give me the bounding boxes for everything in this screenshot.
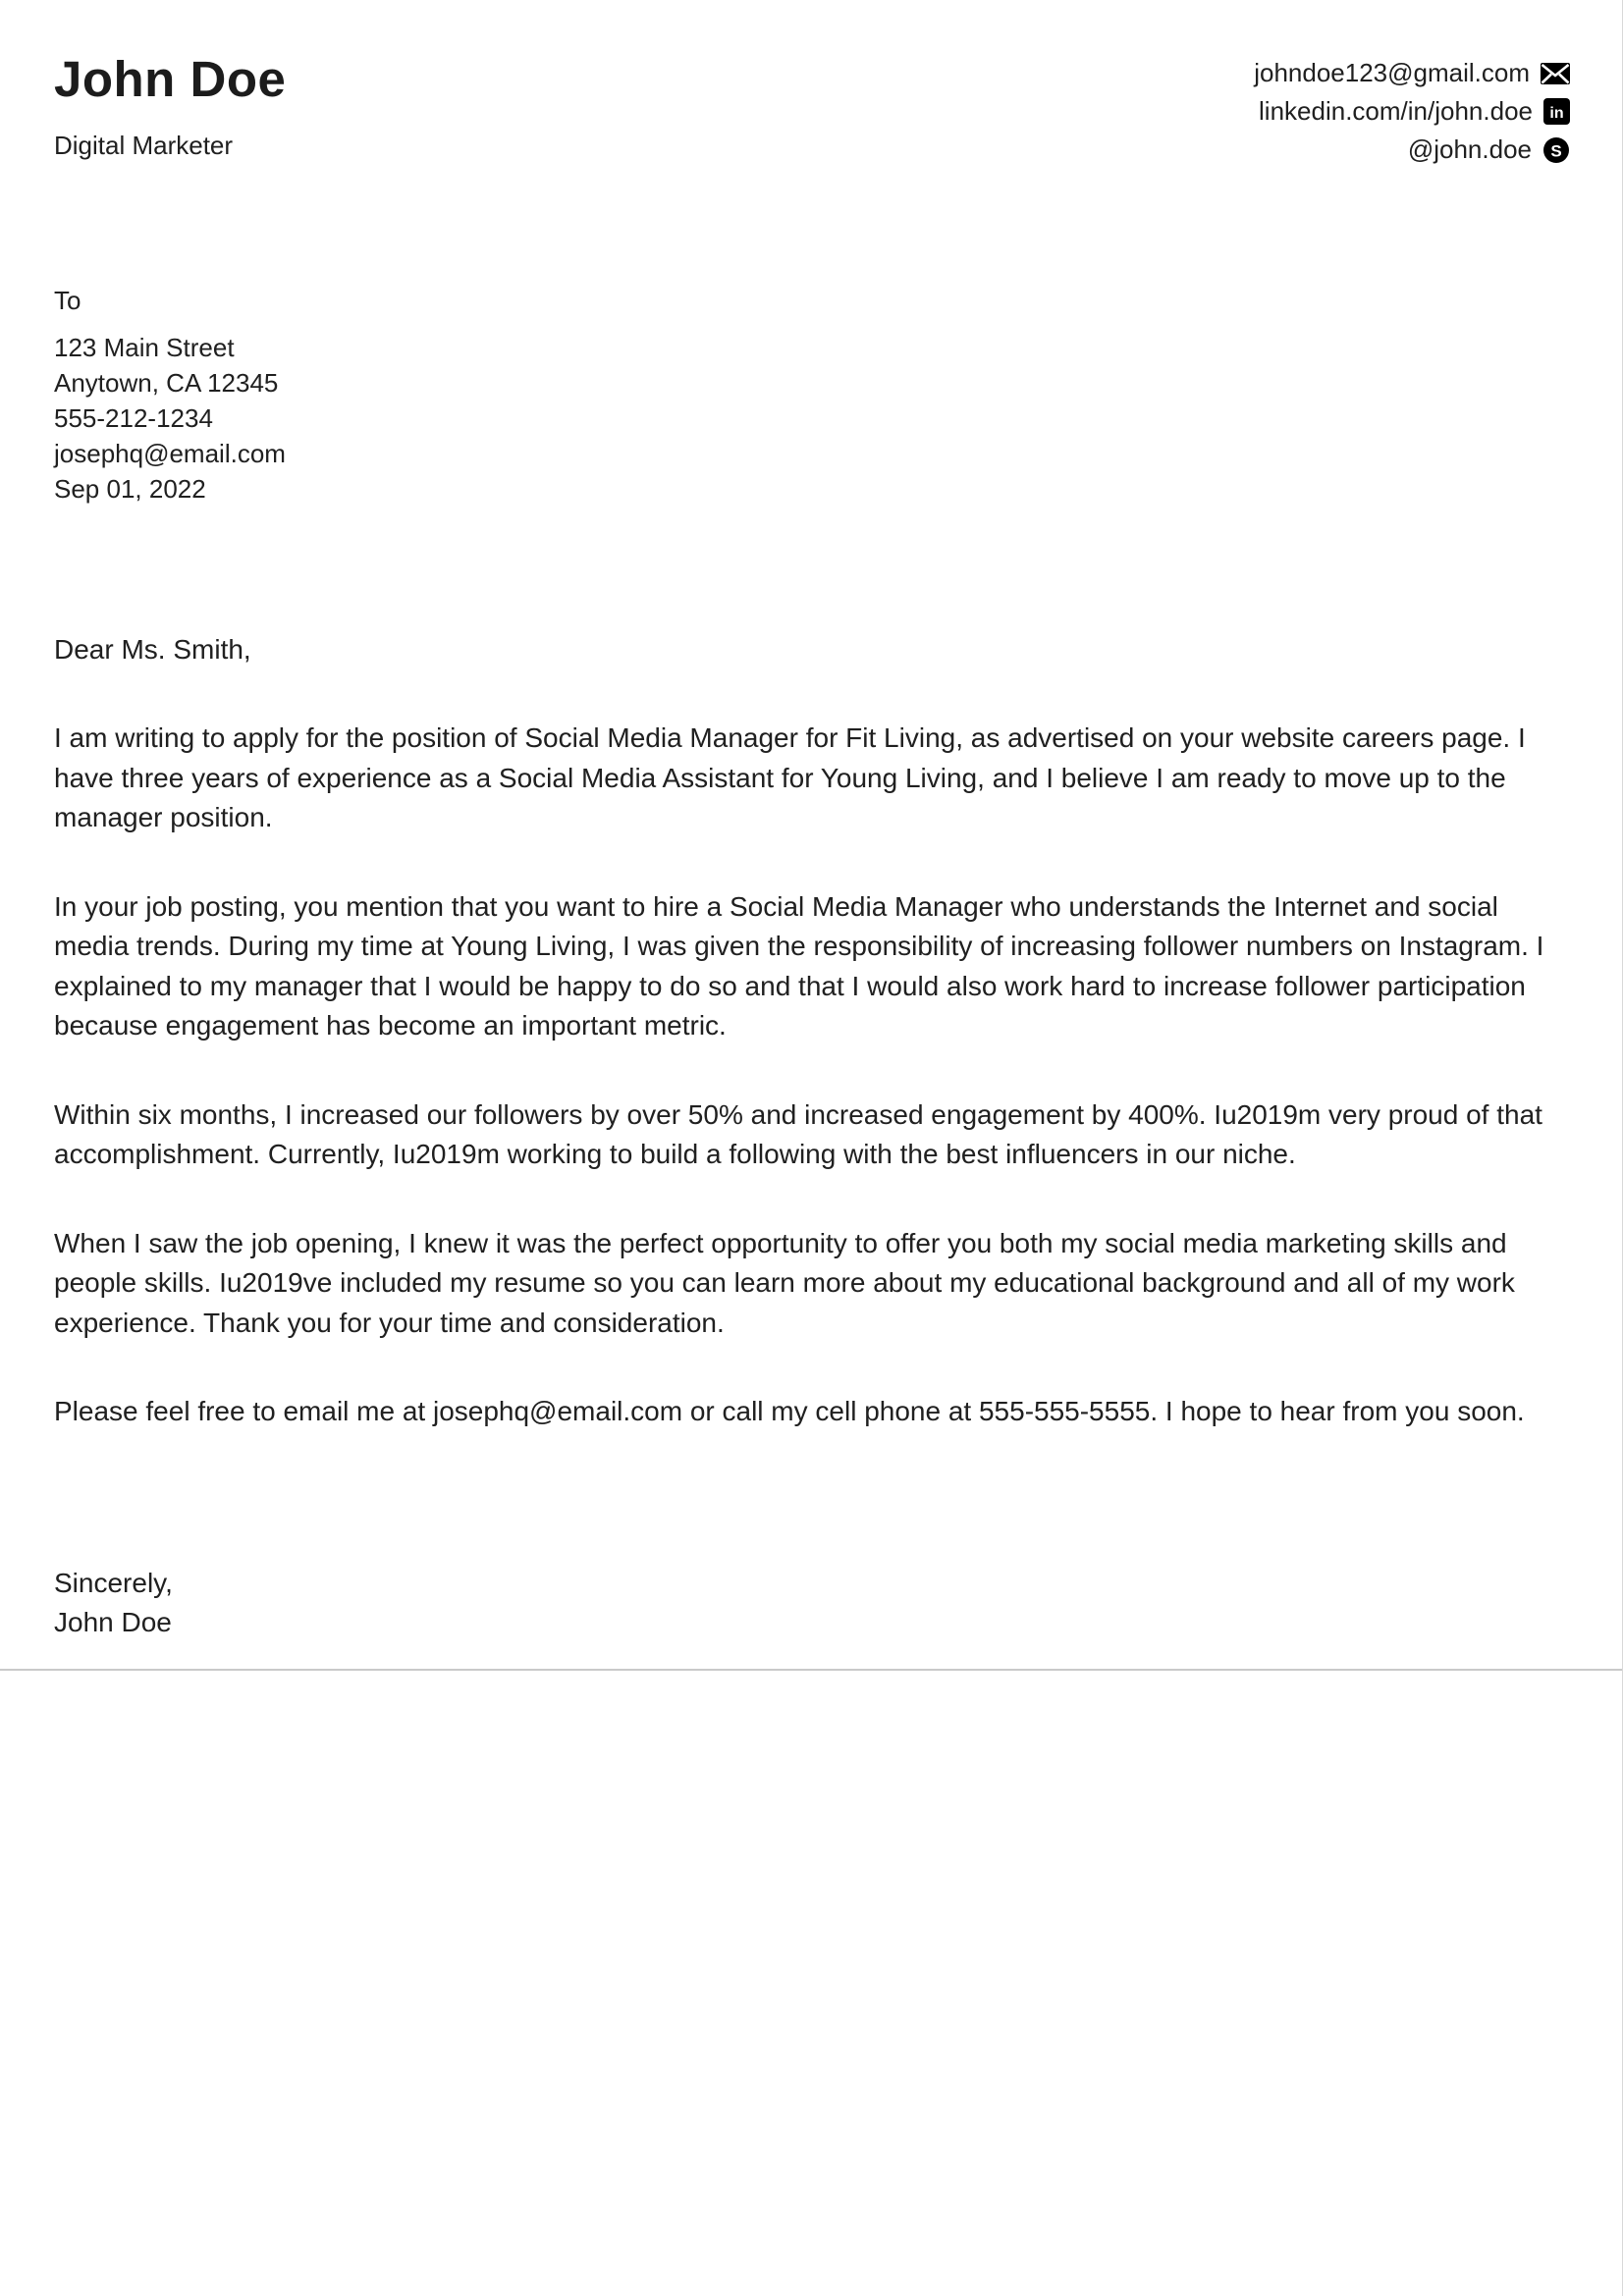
signature-name: John Doe [54, 1606, 172, 1637]
address-line-city: Anytown, CA 12345 [54, 368, 279, 398]
letter-paragraph-5: Please feel free to email me at josephq@email.com or call my cell phone at 555-555-5555. I hope to hear from you soon. [54, 1396, 1525, 1426]
contact-email-row [1254, 54, 1570, 92]
closing-phrase: Sincerely, [54, 1567, 173, 1598]
address-line-email: josephq@email.com [54, 439, 286, 468]
salutation: Dear Ms. Smith, [54, 634, 251, 665]
address-line-date: Sep 01, 2022 [54, 474, 206, 504]
svg-text:S: S [1550, 141, 1562, 160]
letter-paragraph-2: In your job posting, you mention that you want to hire a Social Media Manager who understands the Internet and social media trends. During my time at Young Living, I was given the responsibility of increasing follower numbers on Instagram. I explained to my manager that I would be happy to do so and that I would also work hard to increase follower participation because engagement has become an important metric. [54, 890, 1544, 1041]
header-identity [54, 51, 287, 160]
contact-skype-text: @john.doe [1407, 134, 1532, 164]
contact-info [1254, 54, 1570, 169]
letter-body [54, 630, 1570, 1642]
contact-email-text: johndoe123@gmail.com [1254, 58, 1530, 87]
letter-paragraph-4: When I saw the job opening, I knew it was the perfect opportunity to offer you both my social media marketing skills and people skills. Iu2019ve included my resume so you can learn more about my educational background and all of my work experience. Thank you for your time and consideration. [54, 1227, 1515, 1338]
letter-paragraph-1: I am writing to apply for the position of Social Media Manager for Fit Living, as advertised on your website careers page. I have three years of experience as a Social Media Assistant for Young Living, and I believe I am ready to move up to the manager position. [54, 722, 1526, 832]
linkedin-icon [1543, 98, 1570, 125]
address-line-phone: 555-212-1234 [54, 403, 213, 433]
contact-linkedin-row [1254, 92, 1570, 131]
letter-header [54, 51, 1570, 169]
contact-linkedin-text: linkedin.com/in/john.doe [1259, 96, 1533, 126]
closing-block [54, 1564, 1570, 1642]
address-line-street: 123 Main Street [54, 333, 235, 362]
cover-letter-page-2 [0, 1671, 1622, 2294]
recipient-label: To [54, 286, 81, 315]
recipient-block [54, 285, 1570, 507]
job-title: Digital Marketer [54, 131, 234, 160]
name-heading: John Doe [54, 51, 287, 107]
contact-skype-row [1254, 131, 1570, 169]
email-icon [1541, 63, 1570, 84]
svg-text:in: in [1549, 105, 1564, 122]
letter-paragraph-3: Within six months, I increased our followers by over 50% and increased engagement by 400%. Iu2019m very proud of that accomplishment. Currently, Iu2019m working to build a following with the best influencers in our niche. [54, 1098, 1542, 1169]
recipient-address [54, 330, 1570, 507]
skype-icon [1542, 136, 1570, 164]
